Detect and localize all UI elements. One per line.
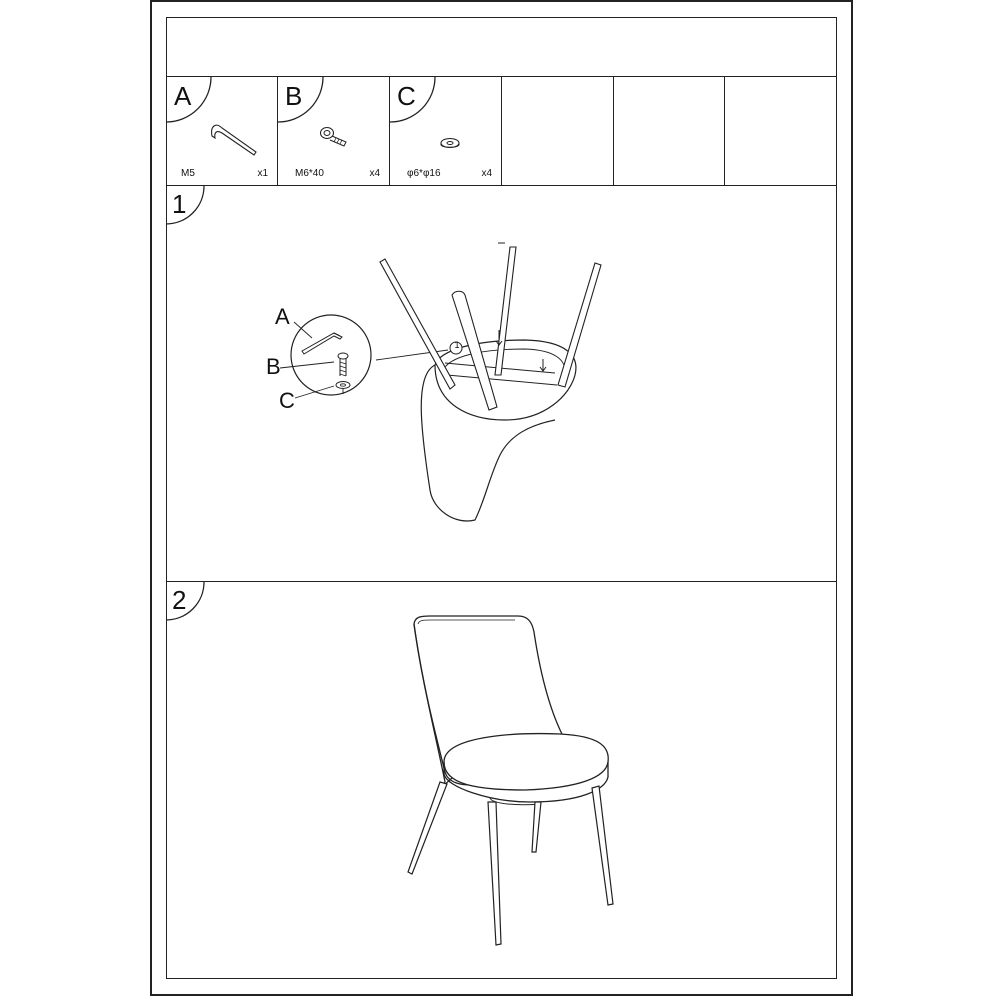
part-quantity: x1 (257, 168, 268, 179)
callout-letter-c: C (279, 388, 295, 413)
part-size-label: φ6*φ16 (407, 168, 441, 179)
parts-cell-divider (613, 77, 614, 186)
part-letter: A (174, 81, 192, 111)
step-number: 1 (172, 189, 187, 219)
part-letter: B (285, 81, 303, 111)
chair-upside-down-illustration (375, 235, 615, 535)
step-divider (166, 581, 837, 582)
part-size-label: M6*40 (295, 168, 324, 179)
bolt-icon (318, 124, 354, 150)
part-size-label: M5 (181, 168, 195, 179)
assembled-chair-illustration (400, 612, 630, 952)
parts-cell-divider (724, 77, 725, 186)
callout-leader-lines (290, 310, 380, 400)
circle-marker-label: 1 (454, 340, 460, 350)
parts-cell-divider (501, 77, 502, 186)
allen-key-icon (200, 118, 270, 163)
step-number: 2 (172, 585, 187, 615)
callout-letter-a: A (275, 304, 290, 329)
callout-letter-b: B (266, 354, 281, 379)
washer-icon (438, 136, 464, 152)
part-quantity: x4 (481, 168, 492, 179)
part-letter: C (397, 81, 416, 111)
part-quantity: x4 (369, 168, 380, 179)
